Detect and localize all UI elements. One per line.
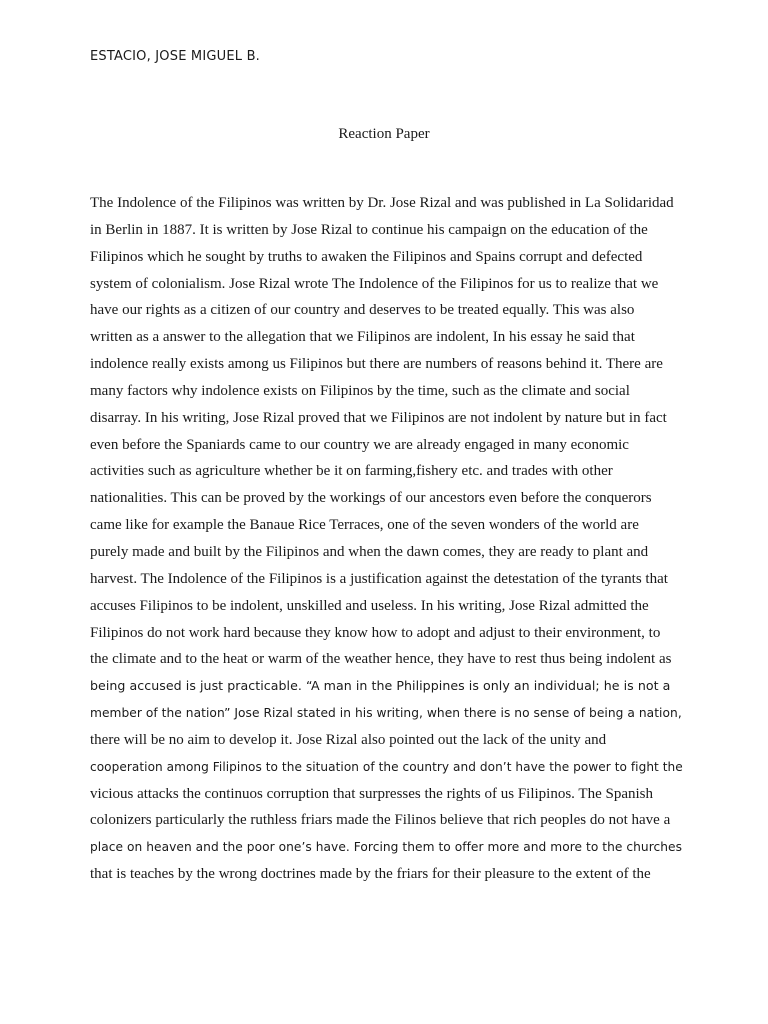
body-line: nationalities. This can be proved by the workings of our ancestors even before the conquerors xyxy=(90,490,652,507)
body-line: there will be no aim to develop it. Jose Rizal also pointed out the lack of the unity and xyxy=(90,731,607,748)
document-title: Reaction Paper xyxy=(338,126,430,142)
body-line: indolence really exists among us Filipinos but there are numbers of reasons behind it. There are xyxy=(90,356,663,373)
body-line: the climate and to the heat or warm of the weather hence, they have to rest thus being indolent as xyxy=(90,651,672,668)
body-line: member of the nation” Jose Rizal stated in his writing, when there is no sense of being a nation, xyxy=(90,706,682,721)
body-line: even before the Spaniards came to our country we are already engaged in many economic xyxy=(90,436,629,453)
body-line: disarray. In his writing, Jose Rizal proved that we Filipinos are not indolent by nature but in fact xyxy=(90,409,667,426)
body-line: activities such as agriculture whether be it on farming,fishery etc. and trades with other xyxy=(90,463,613,480)
body-line: written as a answer to the allegation that we Filipinos are indolent, In his essay he said that xyxy=(90,329,635,346)
author-name: ESTACIO, JOSE MIGUEL B. xyxy=(90,49,261,64)
body-line: The Indolence of the Filipinos was written by Dr. Jose Rizal and was published in La Solidaridad xyxy=(90,195,674,211)
body-line: cooperation among Filipinos to the situation of the country and don’t have the power to fight the xyxy=(90,759,683,774)
body-line: Filipinos do not work hard because they know how to adopt and adjust to their environment, to xyxy=(90,624,661,641)
body-line: in Berlin in 1887. It is written by Jose Rizal to continue his campaign on the education of the xyxy=(90,221,648,238)
body-line: colonizers particularly the ruthless friars made the Filinos believe that rich peoples do not have a xyxy=(90,812,671,829)
document-body xyxy=(90,193,683,891)
body-line: vicious attacks the continuos corruption that surpresses the rights of us Filipinos. The Spanish xyxy=(90,785,653,802)
body-line: purely made and built by the Filipinos and when the dawn comes, they are ready to plant and xyxy=(90,543,649,560)
body-line: Filipinos which he sought by truths to awaken the Filipinos and Spains corrupt and defected xyxy=(90,248,643,265)
body-line: many factors why indolence exists on Filipinos by the time, such as the climate and social xyxy=(90,382,630,399)
body-line: system of colonialism. Jose Rizal wrote The Indolence of the Filipinos for us to realize that we xyxy=(90,275,659,292)
body-line: have our rights as a citizen of our country and deserves to be treated equally. This was also xyxy=(90,302,635,319)
body-line: accuses Filipinos to be indolent, unskilled and useless. In his writing, Jose Rizal admitted the xyxy=(90,597,649,614)
body-line: harvest. The Indolence of the Filipinos is a justification against the detestation of the tyrants that xyxy=(90,570,668,587)
body-line: came like for example the Banaue Rice Terraces, one of the seven wonders of the world are xyxy=(90,517,639,534)
body-line: place on heaven and the poor one’s have. Forcing them to offer more and more to the churches xyxy=(90,840,683,855)
body-line: being accused is just practicable. “A man in the Philippines is only an individual; he is not a xyxy=(90,678,671,694)
body-line: that is teaches by the wrong doctrines made by the friars for their pleasure to the extent of the xyxy=(90,866,651,883)
